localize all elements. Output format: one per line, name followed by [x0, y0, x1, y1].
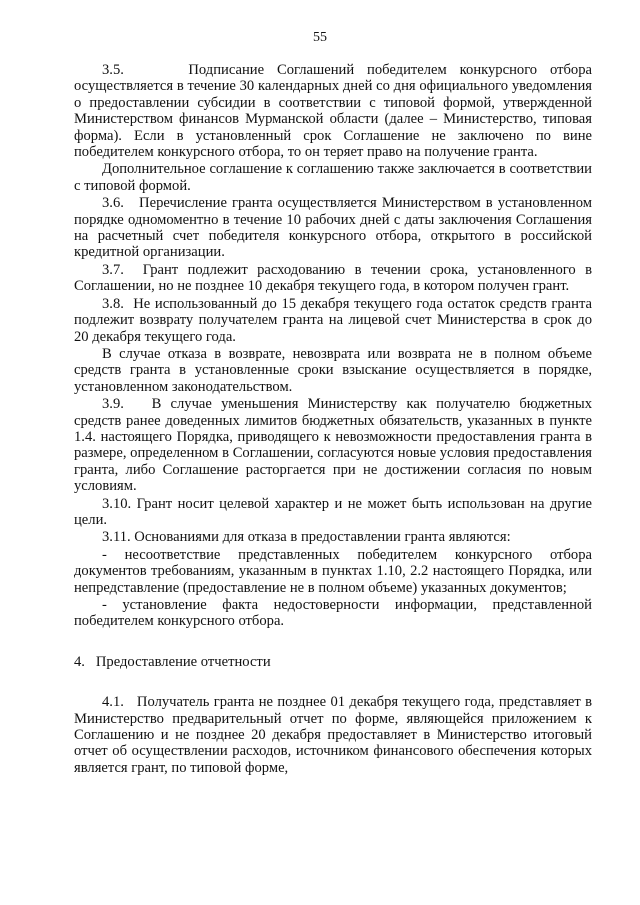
paragraph-3-5: 3.5. Подписание Соглашений победителем конкурсного отбора осуществляется в течение 30 календарных дней со дня официального уведомления о предоставлении субсидии в соответствии с типовой формой, утвержденной Министерством финансов Мурманской области (далее – Министерство, типовая форма). Если в установленный срок Соглашение не заключено по вине победителем конкурсного отбора, то он теряет право на получение гранта. [74, 62, 592, 161]
paragraph-3-9: 3.9. В случае уменьшения Министерству как получателю бюджетных средств ранее доведенных лимитов бюджетных обязательств, указанных в пункте 1.4. настоящего Порядка, приводящего к невозможности предоставления гранта в размере, определенном в Соглашении, согласуются новые условия предоставления гранта, либо Соглашение расторгается при не достижении согласия по новым условиям. [74, 396, 592, 495]
paragraph-3-7: 3.7. Грант подлежит расходованию в течении срока, установленного в Соглашении, но не позднее 10 декабря текущего года, в котором получен грант. [74, 261, 592, 295]
paragraph-3-8: 3.8. Не использованный до 15 декабря текущего года остаток средств гранта подлежит возврату получателем гранта на лицевой счет Министерства в срок до 20 декабря текущего года. [74, 295, 592, 345]
paragraph-3-11: 3.11. Основаниями для отказа в предоставлении гранта являются: [102, 529, 511, 546]
list-item-unreliable-info: - установление факта недостоверности информации, представленной победителем конкурсного отбора. [74, 597, 592, 630]
paragraph-4-1: 4.1. Получатель гранта не позднее 01 декабря текущего года, представляет в Министерство предварительный отчет по форме, являющейся приложением к Соглашению и не позднее 20 декабря предоставляет в Министерство итоговый отчет об осуществлении расходов, источником финансового обеспечения которых является грант, по типовой форме, [74, 694, 592, 776]
paragraph-3-10: 3.10. Грант носит целевой характер и не может быть использован на другие цели. [74, 495, 592, 528]
paragraph-additional-agreement: Дополнительное соглашение к соглашению также заключается в соответствии с типовой формой. [74, 161, 592, 194]
paragraph-3-6: 3.6. Перечисление гранта осуществляется Министерством в установленном порядке одномоментно в течение 10 рабочих дней с даты заключения Соглашения на расчетный счет победителя конкурсного отбора, открытого в российской кредитной организации. [74, 195, 592, 261]
page-number: 55 [313, 30, 327, 45]
document-body [74, 62, 592, 776]
section-heading: 4. Предоставление отчетности [74, 653, 271, 670]
paragraph-refund-refusal: В случае отказа в возврате, невозврата или возврата не в полном объеме средств гранта в установленные сроки взыскание осуществляется в порядке, установленном законодательством. [74, 345, 592, 395]
list-item-nonconformity: - несоответствие представленных победителем конкурсного отбора документов требованиям, указанным в пунктах 1.10, 2.2 настоящего Порядка, или непредставление (предоставление не в полном объеме) указанных документов; [74, 546, 592, 596]
